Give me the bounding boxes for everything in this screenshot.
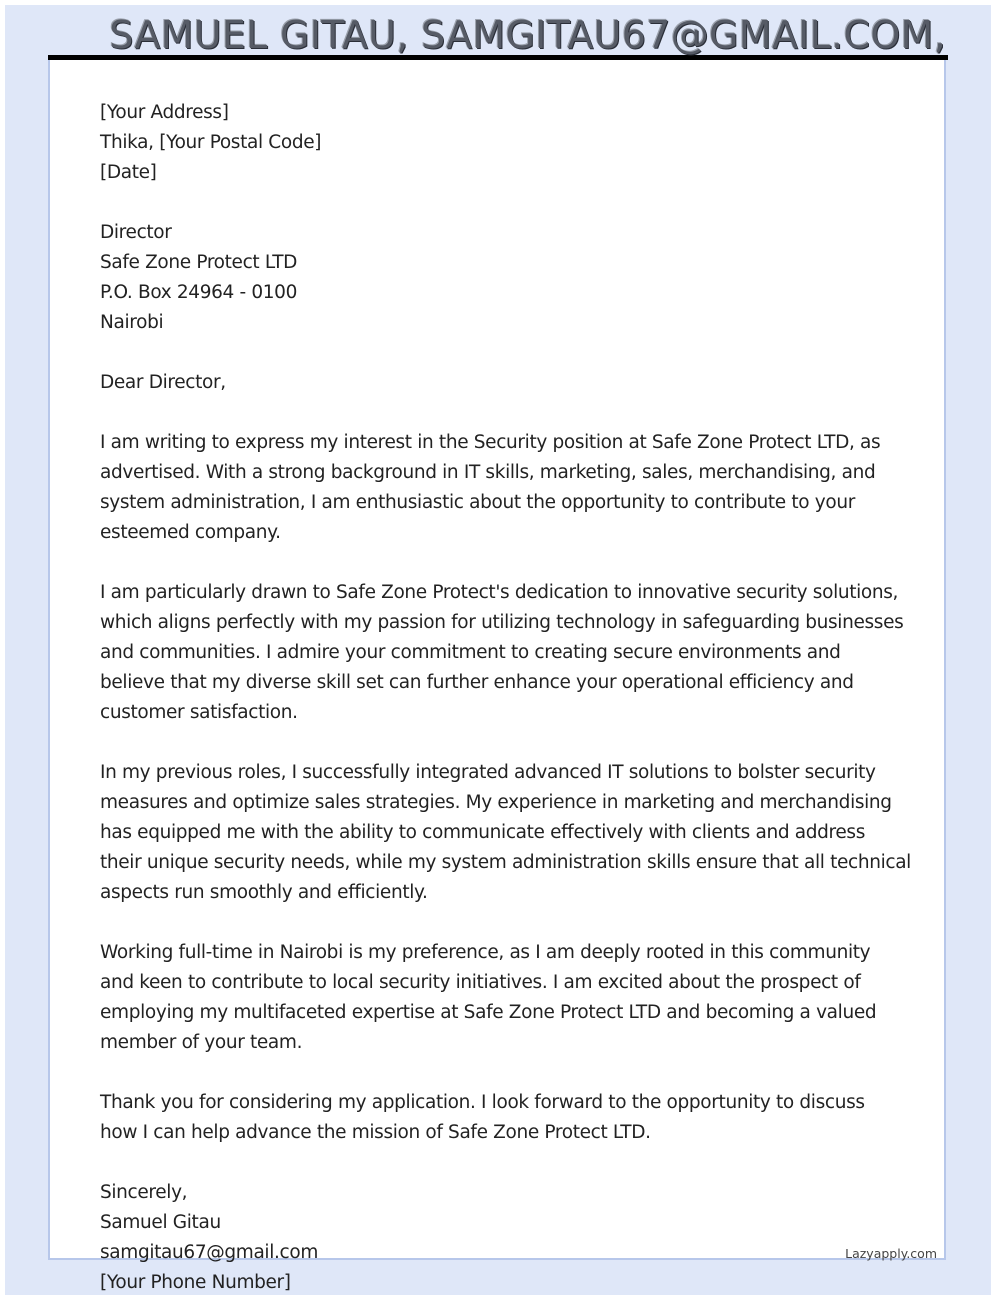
paragraph-line: Thank you for considering my application. I look forward to the opportunity to discuss (100, 1092, 865, 1113)
sender-address: [Your Address] (100, 102, 229, 123)
watermark-text: Lazyapply.com (845, 1246, 937, 1261)
paragraph-line: believe that my diverse skill set can further enhance your operational efficiency and (100, 672, 854, 693)
paragraph-line: measures and optimize sales strategies. My experience in marketing and merchandising (100, 792, 892, 813)
closing-signoff: Sincerely, (100, 1182, 188, 1203)
paragraph-line: and keen to contribute to local security initiatives. I am excited about the prospect of (100, 972, 861, 993)
header-title: SAMUEL GITAU, SAMGITAU67@GMAIL.COM, (109, 13, 946, 57)
recipient-company: Safe Zone Protect LTD (100, 252, 298, 273)
sender-city: Thika, [Your Postal Code] (100, 132, 322, 153)
paragraph-line: aspects run smoothly and efficiently. (100, 882, 428, 903)
recipient-box: P.O. Box 24964 - 0100 (100, 282, 298, 303)
paragraph-line: In my previous roles, I successfully integrated advanced IT solutions to bolster security (100, 762, 876, 783)
paragraph (100, 758, 911, 908)
paragraph-line: has equipped me with the ability to communicate effectively with clients and address (100, 822, 865, 843)
closing-phone: [Your Phone Number] (100, 1272, 291, 1293)
paragraph-line: advertised. With a strong background in IT skills, marketing, sales, merchandising, and (100, 462, 876, 483)
paragraph (100, 938, 900, 1058)
paragraph-line: Working full-time in Nairobi is my preference, as I am deeply rooted in this community (100, 942, 871, 963)
paragraph-line: employing my multifaceted expertise at Safe Zone Protect LTD and becoming a valued (100, 1002, 877, 1023)
closing-email: samgitau67@gmail.com (100, 1242, 319, 1263)
paragraph (100, 1088, 900, 1148)
paragraph-line: I am writing to express my interest in the Security position at Safe Zone Protect LTD, as (100, 432, 881, 453)
paragraph (100, 428, 900, 548)
paragraph-line: how I can help advance the mission of Safe Zone Protect LTD. (100, 1122, 651, 1143)
letter-date: [Date] (100, 162, 157, 183)
salutation: Dear Director, (100, 372, 226, 393)
paragraph-line: customer satisfaction. (100, 702, 298, 723)
recipient-city: Nairobi (100, 312, 164, 333)
paragraph-line: which aligns perfectly with my passion for utilizing technology in safeguarding businesses (100, 612, 904, 633)
recipient-title: Director (100, 222, 172, 243)
paragraph-line: system administration, I am enthusiastic about the opportunity to contribute to your (100, 492, 855, 513)
paragraph-line: esteemed company. (100, 522, 281, 543)
paragraph-line: and communities. I admire your commitment to creating secure environments and (100, 642, 841, 663)
closing-name: Samuel Gitau (100, 1212, 221, 1233)
paragraph-line: I am particularly drawn to Safe Zone Protect's dedication to innovative security solutions, (100, 582, 899, 603)
paragraph-line: member of your team. (100, 1032, 303, 1053)
paragraph (100, 578, 904, 728)
letter-body (100, 98, 911, 1298)
paragraph-line: their unique security needs, while my system administration skills ensure that all technical (100, 852, 911, 873)
